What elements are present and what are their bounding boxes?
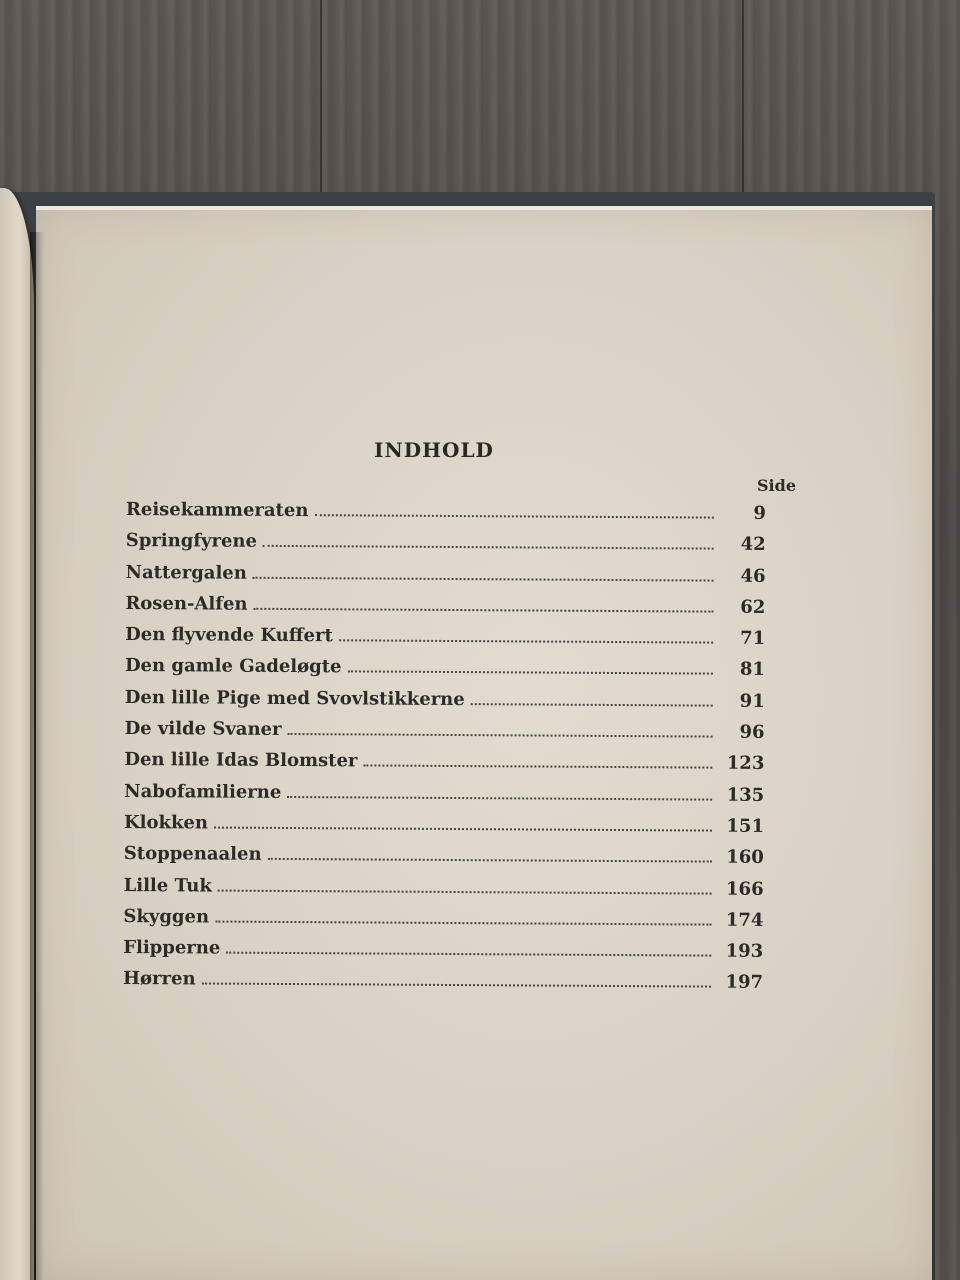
- page-title: INDHOLD: [374, 438, 494, 462]
- toc-entry: [124, 781, 764, 816]
- toc-entry: [123, 937, 763, 972]
- toc-entry-title: Den lille Idas Blomster: [124, 749, 358, 772]
- toc-entry: [125, 562, 765, 597]
- toc-entry: [124, 812, 764, 847]
- dot-leader: [314, 514, 713, 518]
- toc-entry-page-number: 96: [739, 721, 765, 743]
- toc-entry-page-number: 9: [753, 502, 766, 524]
- dot-leader: [347, 671, 712, 675]
- dot-leader: [215, 920, 711, 925]
- toc-entry-page-number: 123: [726, 753, 765, 775]
- toc-entry-page-number: 91: [739, 690, 765, 712]
- toc-entry-page-number: 151: [726, 815, 765, 837]
- toc-entry-page-number: 42: [740, 534, 766, 556]
- toc-entry-page-number: 135: [726, 784, 765, 806]
- toc-entry-title: Den gamle Gadeløgte: [124, 655, 342, 678]
- toc-entry-title: Nattergalen: [125, 561, 247, 584]
- toc-entry: [123, 906, 763, 941]
- dot-leader: [202, 983, 711, 988]
- toc-entry: [124, 749, 764, 784]
- dot-leader: [214, 827, 712, 832]
- dot-leader: [253, 576, 714, 581]
- toc-entry: [124, 843, 764, 878]
- dot-leader: [287, 733, 712, 738]
- toc-entry-page-number: 81: [739, 659, 766, 681]
- toc-entry: [123, 968, 763, 1003]
- toc-entry-title: Lille Tuk: [123, 874, 212, 897]
- dot-leader: [218, 889, 712, 894]
- toc-entry-page-number: 197: [725, 972, 764, 994]
- toc-entry-title: Stoppenaalen: [123, 843, 262, 866]
- toc-entry-title: Den flyvende Kuffert: [125, 624, 333, 647]
- left-page-edge: [0, 188, 34, 1280]
- toc-entry-page-number: 46: [740, 565, 766, 587]
- toc-list: [123, 499, 766, 1004]
- dot-leader: [263, 545, 714, 550]
- spine-gutter-shadow: [30, 232, 44, 1280]
- table-of-contents: [36, 206, 932, 1280]
- toc-entry: [126, 499, 766, 534]
- toc-entry-title: Hørren: [123, 968, 196, 990]
- toc-entry-page-number: 62: [740, 596, 766, 618]
- dot-leader: [254, 608, 714, 613]
- toc-entry-page-number: 160: [726, 846, 764, 869]
- toc-entry: [124, 875, 764, 910]
- toc-entry: [125, 624, 765, 659]
- toc-entry-page-number: 174: [725, 909, 764, 931]
- dot-leader: [287, 796, 712, 801]
- dot-leader: [226, 952, 711, 957]
- toc-entry: [126, 530, 766, 565]
- toc-entry: [125, 655, 765, 690]
- toc-entry: [125, 687, 765, 722]
- toc-entry-title: Reisekammeraten: [125, 499, 309, 522]
- dot-leader: [363, 765, 712, 769]
- toc-entry-title: Nabofamilierne: [124, 780, 282, 803]
- toc-entry: [124, 718, 764, 753]
- toc-entry-title: Springfyrene: [125, 530, 258, 553]
- toc-entry-title: Rosen-Alfen: [125, 592, 248, 615]
- toc-entry-title: Flipperne: [123, 937, 221, 959]
- toc-entry-page-number: 71: [740, 627, 766, 650]
- toc-entry-title: Klokken: [123, 811, 209, 834]
- toc-entry-title: De vilde Svaner: [124, 718, 282, 741]
- dot-leader: [471, 703, 713, 706]
- toc-entry-page-number: 193: [725, 940, 764, 963]
- page-column-header: Side: [757, 476, 796, 495]
- toc-entry-title: Skyggen: [123, 905, 210, 928]
- toc-entry-page-number: 166: [725, 878, 764, 900]
- toc-entry-title: Den lille Pige med Svovlstikkerne: [124, 686, 465, 710]
- toc-entry: [125, 593, 765, 628]
- dot-leader: [339, 639, 713, 643]
- dot-leader: [268, 858, 712, 863]
